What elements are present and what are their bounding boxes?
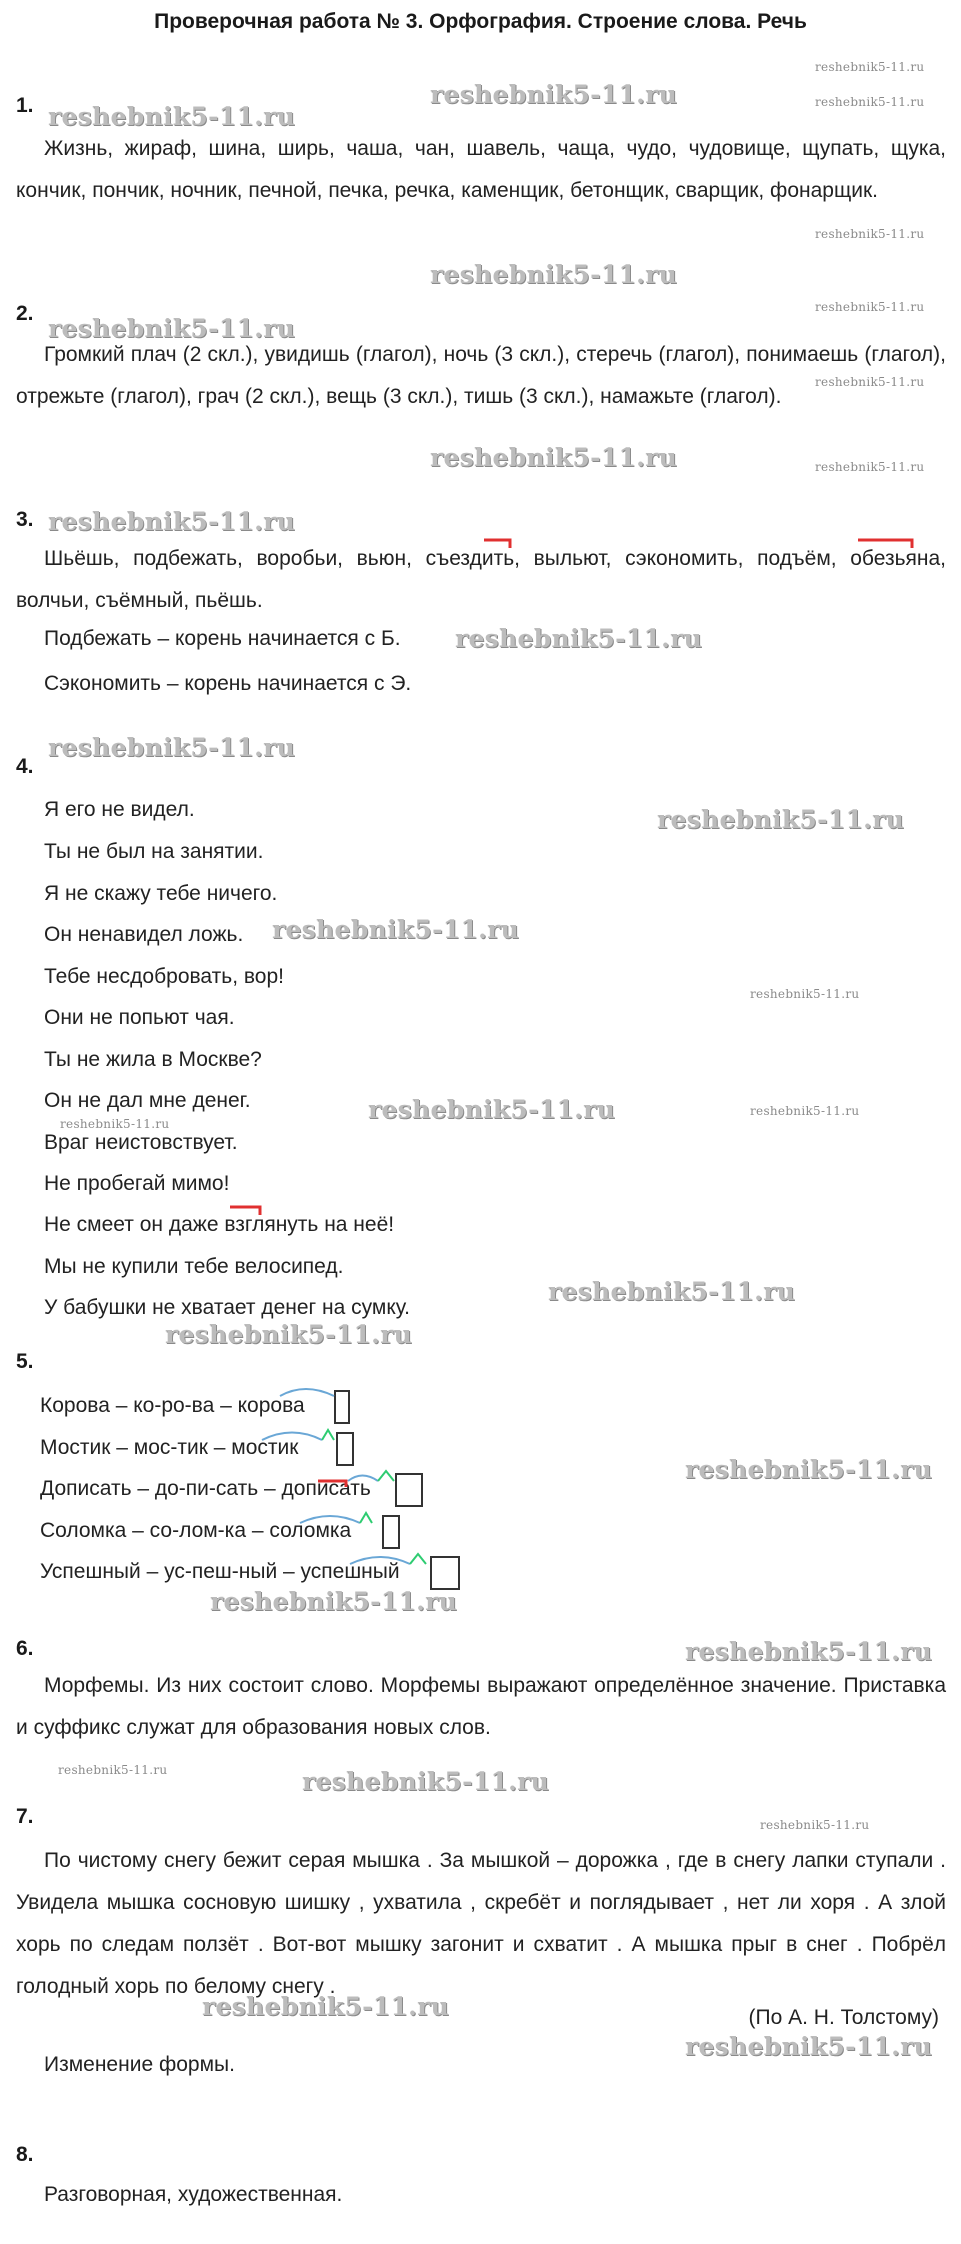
watermark: reshebnik5-11.ru [815, 300, 925, 314]
watermark: reshebnik5-11.ru [368, 1095, 616, 1124]
watermark: reshebnik5-11.ru [815, 375, 925, 389]
task-4-line: Я не скажу тебе ничего. [44, 882, 278, 905]
watermark: reshebnik5-11.ru [272, 915, 520, 944]
ending-box [382, 1515, 400, 1549]
watermark: reshebnik5-11.ru [48, 314, 296, 343]
task-4-line: Тебе несдобровать, вор! [44, 965, 284, 988]
watermark: reshebnik5-11.ru [455, 624, 703, 653]
watermark: reshebnik5-11.ru [657, 805, 905, 834]
task-5-line: Дописать – до-пи-сать – дописать [40, 1477, 371, 1500]
task-3-words: Шьёшь, подбежать, воробьи, вьюн, съездить, выльют, сэкономить, подъём, обезьяна, волчьи, съёмный, пьёшь. [16, 547, 946, 612]
task-6-text: Морфемы. Из них состоит слово. Морфемы выражают определённое значение. Приставка и суффикс служат для образования новых слов. [16, 1674, 946, 1739]
watermark: reshebnik5-11.ru [430, 80, 678, 109]
task-4-number: 4. [16, 755, 34, 778]
task-3-line-1: Подбежать – корень начинается с Б. [44, 627, 401, 650]
task-4-line: Мы не купили тебе велосипед. [44, 1255, 344, 1278]
watermark: reshebnik5-11.ru [202, 1992, 450, 2021]
task-7-number: 7. [16, 1805, 34, 1828]
task-5-line: Корова – ко-ро-ва – корова [40, 1394, 305, 1417]
watermark: reshebnik5-11.ru [815, 460, 925, 474]
task-7-text: По чистому снегу бежит серая мышка . За мышкой – дорожка , где в снегу лапки ступали . Увидела мышка сосновую шишку , ухватила , скребёт и поглядывает , нет ли хоря . А злой хорь по следам ползёт . Вот-вот мышку загонит и схватит . А мышка прыг в снег . Побрёл голодный хорь по белому снегу . [16, 1849, 946, 1998]
watermark: reshebnik5-11.ru [210, 1587, 458, 1616]
task-4-line: Не смеет он даже взглянуть на неё! [44, 1213, 395, 1236]
watermark: reshebnik5-11.ru [302, 1767, 550, 1796]
task-7-source: (По А. Н. Толстому) [748, 2006, 939, 2029]
watermark: reshebnik5-11.ru [750, 987, 860, 1001]
task-1-number: 1. [16, 94, 34, 117]
watermark: reshebnik5-11.ru [165, 1320, 413, 1349]
task-8-number: 8. [16, 2143, 34, 2166]
watermark: reshebnik5-11.ru [815, 95, 925, 109]
task-5-number: 5. [16, 1350, 34, 1373]
task-4-line: Ты не жила в Москве? [44, 1048, 262, 1071]
task-6-number: 6. [16, 1637, 34, 1660]
task-5-line: Успешный – ус-пеш-ный – успешный [40, 1560, 400, 1583]
task-4-line: Они не попьют чая. [44, 1006, 235, 1029]
ending-box [336, 1432, 354, 1466]
task-7-answer: Изменение формы. [44, 2053, 235, 2076]
watermark: reshebnik5-11.ru [48, 507, 296, 536]
watermark: reshebnik5-11.ru [430, 260, 678, 289]
watermark: reshebnik5-11.ru [430, 443, 678, 472]
task-4-line: Он не дал мне денег. [44, 1089, 251, 1112]
watermark: reshebnik5-11.ru [48, 102, 296, 131]
task-5-line: Соломка – со-лом-ка – соломка [40, 1519, 352, 1542]
task-5-line: Мостик – мос-тик – мостик [40, 1436, 299, 1459]
watermark: reshebnik5-11.ru [750, 1104, 860, 1118]
suffix-mark [360, 1513, 372, 1523]
ending-box [395, 1473, 423, 1507]
watermark: reshebnik5-11.ru [58, 1763, 168, 1777]
task-4-line: У бабушки не хватает денег на сумку. [44, 1296, 410, 1319]
watermark: reshebnik5-11.ru [685, 1455, 933, 1484]
page-title: Проверочная работа № 3. Орфография. Строение слова. Речь [154, 10, 807, 33]
watermark: reshebnik5-11.ru [760, 1818, 870, 1832]
watermark: reshebnik5-11.ru [48, 733, 296, 762]
task-4-line: Он ненавидел ложь. [44, 923, 244, 946]
task-2-text: Громкий плач (2 скл.), увидишь (глагол), ночь (3 скл.), стеречь (глагол), понимаешь (глагол), отрежьте (глагол), грач (2 скл.), вещь (3 скл.), тишь (3 скл.), намажьте (глагол). [16, 343, 946, 408]
task-4-line: Я его не видел. [44, 798, 195, 821]
watermark: reshebnik5-11.ru [685, 2032, 933, 2061]
suffix-mark [322, 1430, 334, 1440]
task-4-line: Ты не был на занятии. [44, 840, 264, 863]
ending-box [334, 1390, 350, 1424]
task-8-answer: Разговорная, художественная. [44, 2183, 343, 2206]
task-3-line-2: Сэкономить – корень начинается с Э. [44, 672, 412, 695]
task-2-number: 2. [16, 302, 34, 325]
suffix-mark [378, 1471, 394, 1481]
suffix-mark [410, 1554, 426, 1564]
watermark: reshebnik5-11.ru [548, 1277, 796, 1306]
ending-box [430, 1556, 460, 1590]
task-4-line: Не пробегай мимо! [44, 1172, 230, 1195]
task-3-number: 3. [16, 508, 34, 531]
watermark: reshebnik5-11.ru [815, 60, 925, 74]
watermark: reshebnik5-11.ru [815, 227, 925, 241]
watermark: reshebnik5-11.ru [60, 1117, 170, 1131]
task-4-line: Враг неистовствует. [44, 1131, 238, 1154]
task-1-text: Жизнь, жираф, шина, ширь, чаша, чан, шавель, чаща, чудо, чудовище, щупать, щука, кончик, пончик, ночник, печной, печка, речка, каменщик, бетонщик, сварщик, фонарщик. [16, 137, 946, 202]
watermark: reshebnik5-11.ru [685, 1637, 933, 1666]
